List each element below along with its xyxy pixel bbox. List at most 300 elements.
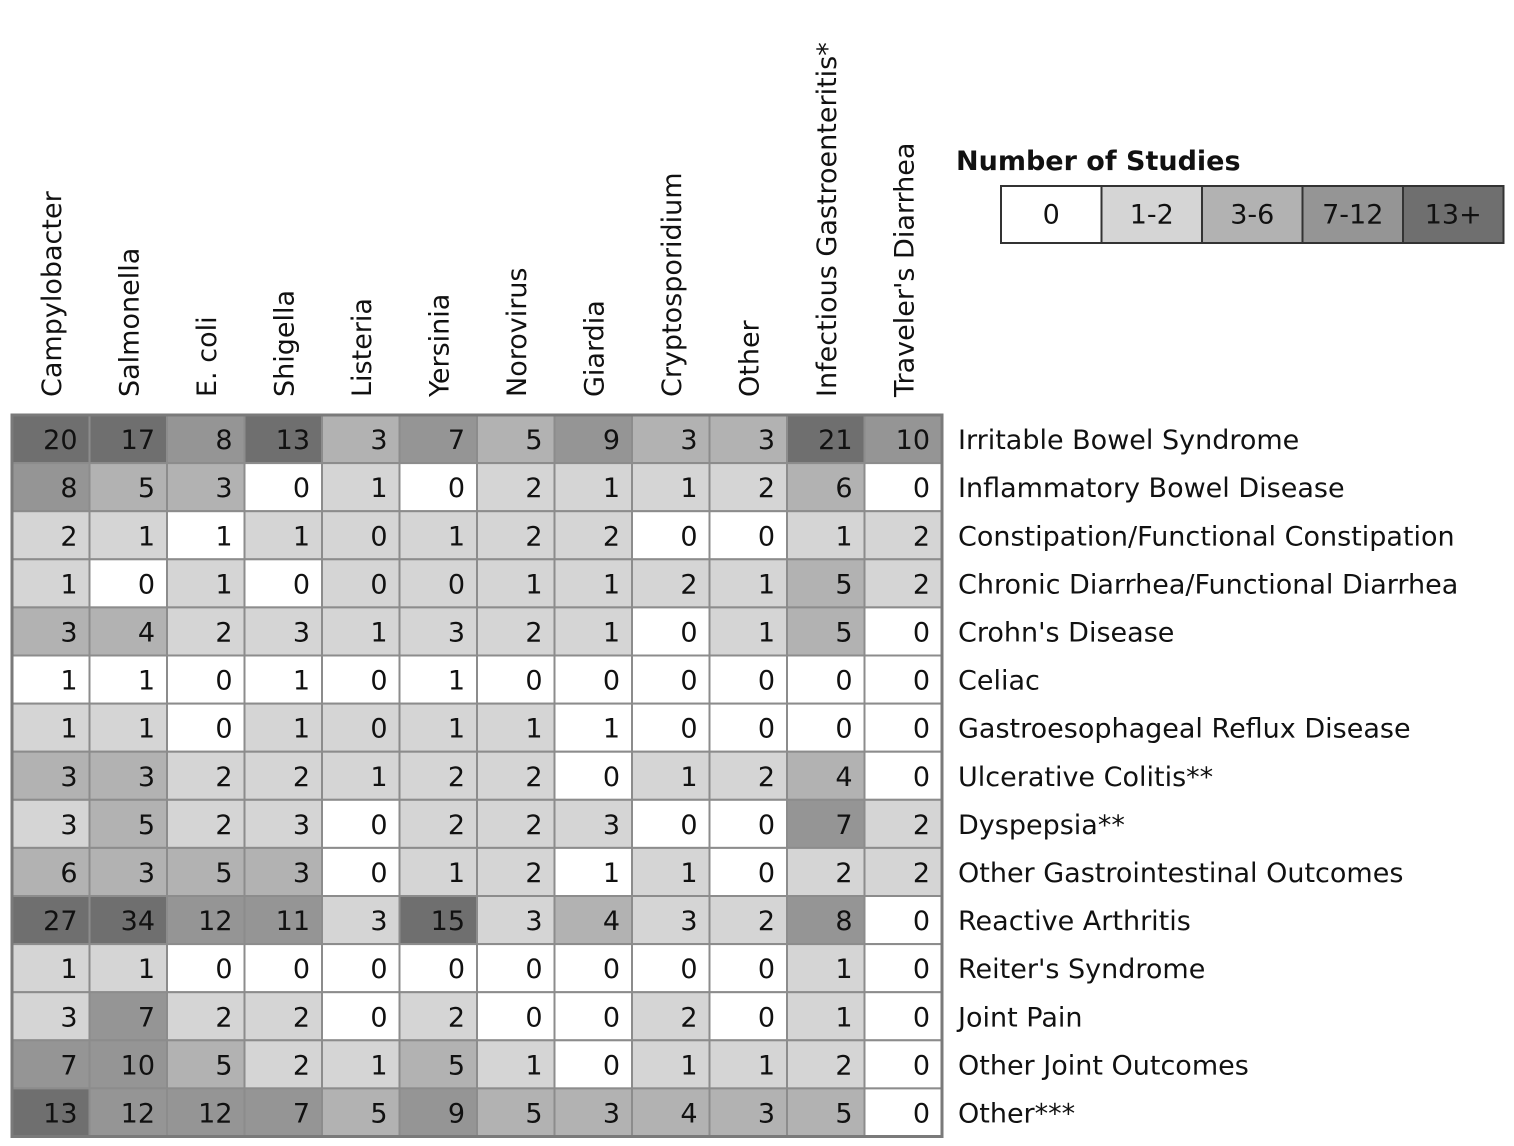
legend [956,146,1504,243]
heatmap-cell [245,463,323,511]
cell-value: 0 [370,809,388,841]
row-label: Dyspepsia** [958,809,1125,841]
cell-value: 2 [912,809,930,841]
cell-value: 0 [602,665,620,697]
heatmap-cell [477,511,555,559]
cell-value: 2 [292,761,310,793]
heatmap-cell [865,752,943,800]
heatmap-cell [632,1088,710,1136]
heatmap-cell [710,559,788,607]
heatmap-cell [632,848,710,896]
heatmap-cell [400,944,478,992]
cell-value: 27 [43,906,78,938]
heatmap-cell [632,704,710,752]
row-label: Gastroesophageal Reflux Disease [958,713,1411,745]
cell-value: 0 [525,1002,543,1034]
heatmap-cells [12,415,942,1137]
heatmap-cell [865,704,943,752]
cell-value: 1 [602,713,620,745]
heatmap-cell [400,992,478,1040]
cell-value: 5 [835,569,853,601]
heatmap-cell [555,752,633,800]
heatmap-cell [787,1088,865,1136]
heatmap-cell [90,848,168,896]
cell-value: 2 [215,1002,233,1034]
cell-value: 2 [525,617,543,649]
cell-value: 5 [835,617,853,649]
heatmap-cell [167,415,245,463]
cell-value: 5 [447,1050,465,1082]
legend-title: Number of Studies [956,146,1241,177]
heatmap-cell [167,607,245,655]
heatmap-cell [787,511,865,559]
cell-value: 2 [525,761,543,793]
heatmap-cell [167,848,245,896]
cell-value: 34 [120,906,155,938]
cell-value: 20 [43,425,78,457]
cell-value: 1 [370,1050,388,1082]
cell-value: 5 [525,425,543,457]
heatmap-cell [555,848,633,896]
cell-value: 1 [680,857,698,889]
heatmap-cell [245,656,323,704]
cell-value: 0 [602,1002,620,1034]
cell-value: 0 [447,954,465,986]
cell-value: 0 [447,473,465,505]
heatmap-cell [167,704,245,752]
cell-value: 0 [757,521,775,553]
cell-value: 2 [757,906,775,938]
row-labels [956,425,1458,1129]
heatmap-cell [710,704,788,752]
row-label: Reiter's Syndrome [958,954,1206,986]
heatmap-cell [632,800,710,848]
heatmap-cell [400,463,478,511]
cell-value: 4 [137,617,155,649]
heatmap-cell [787,896,865,944]
column-header: Shigella [269,289,301,397]
cell-value: 0 [525,954,543,986]
cell-value: 3 [757,1098,775,1130]
cell-value: 7 [447,425,465,457]
heatmap-cell [400,559,478,607]
cell-value: 0 [757,857,775,889]
cell-value: 0 [680,954,698,986]
heatmap-cell [632,463,710,511]
heatmap-cell [167,800,245,848]
row-label: Other Joint Outcomes [958,1050,1249,1082]
cell-value: 0 [912,617,930,649]
heatmap-cell [710,511,788,559]
heatmap-cell [787,1040,865,1088]
cell-value: 1 [757,1050,775,1082]
heatmap-cell [12,463,90,511]
column-header: Cryptosporidium [656,172,688,397]
heatmap-cell [12,511,90,559]
heatmap-cell [865,944,943,992]
heatmap-cell [787,944,865,992]
legend-label: 7-12 [1322,199,1384,231]
cell-value: 0 [912,713,930,745]
heatmap-cell [322,944,400,992]
cell-value: 0 [912,954,930,986]
cell-value: 0 [680,809,698,841]
cell-value: 5 [370,1098,388,1130]
cell-value: 1 [137,665,155,697]
cell-value: 2 [757,761,775,793]
heatmap-cell [400,800,478,848]
cell-value: 2 [447,761,465,793]
cell-value: 8 [835,906,853,938]
heatmap-cell [555,559,633,607]
cell-value: 2 [447,809,465,841]
heatmap-cell [477,415,555,463]
cell-value: 1 [447,713,465,745]
cell-value: 5 [835,1098,853,1130]
cell-value: 0 [912,473,930,505]
cell-value: 3 [60,809,78,841]
cell-value: 1 [137,954,155,986]
heatmap-cell [167,463,245,511]
cell-value: 3 [602,1098,620,1130]
cell-value: 1 [370,473,388,505]
cell-value: 0 [370,1002,388,1034]
heatmap-cell [400,607,478,655]
heatmap-cell [477,752,555,800]
heatmap-cell [90,607,168,655]
row-label: Inflammatory Bowel Disease [958,473,1345,505]
cell-value: 2 [292,1050,310,1082]
cell-value: 4 [680,1098,698,1130]
cell-value: 2 [680,1002,698,1034]
cell-value: 1 [680,1050,698,1082]
cell-value: 2 [757,473,775,505]
heatmap-cell [710,896,788,944]
heatmap-cell [710,944,788,992]
heatmap-cell [322,752,400,800]
heatmap-cell [555,656,633,704]
cell-value: 0 [757,809,775,841]
heatmap-cell [322,896,400,944]
cell-value: 1 [835,954,853,986]
cell-value: 0 [215,713,233,745]
heatmap-cell [322,704,400,752]
heatmap-cell [400,656,478,704]
cell-value: 2 [60,521,78,553]
cell-value: 1 [525,1050,543,1082]
cell-value: 1 [215,569,233,601]
cell-value: 2 [525,473,543,505]
heatmap-cell [90,704,168,752]
heatmap-cell [90,752,168,800]
heatmap-cell [400,752,478,800]
row-label: Crohn's Disease [958,617,1175,649]
cell-value: 7 [835,809,853,841]
heatmap-cell [245,800,323,848]
heatmap-cell [322,992,400,1040]
heatmap-cell [400,704,478,752]
cell-value: 3 [602,809,620,841]
heatmap-cell [555,1088,633,1136]
cell-value: 2 [525,521,543,553]
cell-value: 5 [525,1098,543,1130]
heatmap-cell [245,511,323,559]
cell-value: 0 [680,713,698,745]
cell-value: 2 [525,857,543,889]
cell-value: 8 [215,425,233,457]
heatmap-cell [555,607,633,655]
heatmap-cell [322,1088,400,1136]
heatmap-cell [787,559,865,607]
heatmap-cell [477,463,555,511]
legend-label: 3-6 [1230,199,1275,231]
cell-value: 0 [912,1098,930,1130]
heatmap-cell [710,1040,788,1088]
heatmap-cell [632,992,710,1040]
heatmap-cell [632,415,710,463]
cell-value: 1 [602,473,620,505]
column-header: Giardia [579,300,611,397]
cell-value: 3 [370,425,388,457]
cell-value: 1 [60,665,78,697]
cell-value: 0 [370,857,388,889]
heatmap-cell [710,848,788,896]
heatmap-cell [787,992,865,1040]
heatmap-cell [322,607,400,655]
cell-value: 0 [215,665,233,697]
heatmap-cell [787,800,865,848]
cell-value: 1 [292,713,310,745]
heatmap-cell [245,752,323,800]
heatmap-cell [90,992,168,1040]
cell-value: 4 [835,761,853,793]
heatmap-cell [12,704,90,752]
heatmap-cell [632,511,710,559]
cell-value: 5 [137,473,155,505]
cell-value: 0 [447,569,465,601]
row-label: Celiac [958,665,1040,697]
heatmap-cell [710,415,788,463]
cell-value: 0 [215,954,233,986]
cell-value: 1 [525,569,543,601]
heatmap-cell [245,992,323,1040]
heatmap-cell [477,607,555,655]
cell-value: 0 [912,906,930,938]
heatmap-cell [632,752,710,800]
heatmap-cell [167,656,245,704]
heatmap-cell [477,944,555,992]
heatmap-cell [167,992,245,1040]
cell-value: 17 [120,425,155,457]
heatmap-cell [90,656,168,704]
cell-value: 7 [137,1002,155,1034]
cell-value: 3 [680,425,698,457]
cell-value: 3 [292,809,310,841]
cell-value: 1 [757,569,775,601]
cell-value: 2 [912,569,930,601]
heatmap-cell [710,463,788,511]
cell-value: 3 [680,906,698,938]
heatmap-cell [865,848,943,896]
heatmap-cell [632,656,710,704]
cell-value: 1 [680,761,698,793]
cell-value: 3 [137,857,155,889]
cell-value: 0 [757,1002,775,1034]
cell-value: 1 [447,521,465,553]
heatmap-cell [245,944,323,992]
cell-value: 13 [275,425,310,457]
heatmap-cell [865,992,943,1040]
cell-value: 1 [602,569,620,601]
heatmap-cell [555,415,633,463]
heatmap-cell [90,944,168,992]
heatmap-cell [90,559,168,607]
cell-value: 0 [602,1050,620,1082]
cell-value: 1 [370,617,388,649]
heatmap-cell [865,1040,943,1088]
cell-value: 2 [912,521,930,553]
heatmap-cell [400,848,478,896]
cell-value: 1 [835,521,853,553]
heatmap-cell [477,559,555,607]
cell-value: 4 [602,906,620,938]
cell-value: 0 [292,954,310,986]
cell-value: 10 [120,1050,155,1082]
heatmap-cell [710,752,788,800]
cell-value: 0 [680,521,698,553]
heatmap-cell [12,1040,90,1088]
heatmap-cell [12,992,90,1040]
cell-value: 21 [818,425,853,457]
cell-value: 3 [292,617,310,649]
cell-value: 1 [137,521,155,553]
heatmap-cell [90,800,168,848]
cell-value: 3 [60,761,78,793]
heatmap-cell [787,752,865,800]
legend-label: 0 [1042,199,1060,231]
cell-value: 0 [680,665,698,697]
heatmap-cell [865,463,943,511]
heatmap-cell [555,704,633,752]
heatmap-cell [865,656,943,704]
heatmap-cell [865,1088,943,1136]
cell-value: 5 [137,809,155,841]
heatmap-cell [787,704,865,752]
cell-value: 1 [447,665,465,697]
heatmap-cell [322,463,400,511]
row-label: Other*** [958,1098,1076,1130]
cell-value: 2 [292,1002,310,1034]
heatmap-cell [710,607,788,655]
cell-value: 1 [60,569,78,601]
cell-value: 0 [292,473,310,505]
heatmap-cell [322,559,400,607]
heatmap-cell [787,656,865,704]
column-header: Traveler's Diarrhea [889,142,921,397]
cell-value: 1 [137,713,155,745]
cell-value: 0 [757,665,775,697]
heatmap-cell [90,511,168,559]
cell-value: 1 [292,665,310,697]
cell-value: 1 [602,857,620,889]
heatmap-cell [477,800,555,848]
cell-value: 0 [370,954,388,986]
cell-value: 1 [680,473,698,505]
cell-value: 9 [447,1098,465,1130]
heatmap-cell [12,752,90,800]
heatmap-cell [167,1040,245,1088]
heatmap-cell [710,656,788,704]
cell-value: 9 [602,425,620,457]
cell-value: 2 [215,761,233,793]
cell-value: 12 [198,906,233,938]
heatmap-cell [90,463,168,511]
cell-value: 0 [912,1050,930,1082]
column-header: Salmonella [114,247,146,397]
cell-value: 13 [43,1098,78,1130]
column-header: Listeria [346,298,378,397]
column-headers [37,42,921,398]
cell-value: 2 [680,569,698,601]
cell-value: 0 [370,521,388,553]
cell-value: 0 [835,665,853,697]
cell-value: 2 [602,521,620,553]
heatmap-cell [167,944,245,992]
heatmap-cell [322,848,400,896]
cell-value: 0 [137,569,155,601]
heatmap-cell [555,800,633,848]
heatmap-cell [632,944,710,992]
cell-value: 3 [525,906,543,938]
heatmap-cell [245,559,323,607]
cell-value: 1 [447,857,465,889]
heatmap-cell [632,896,710,944]
heatmap-cell [245,704,323,752]
heatmap-cell [787,607,865,655]
cell-value: 3 [370,906,388,938]
heatmap-cell [555,463,633,511]
cell-value: 15 [430,906,465,938]
heatmap-cell [555,1040,633,1088]
legend-label: 13+ [1424,199,1482,231]
cell-value: 0 [292,569,310,601]
cell-value: 3 [757,425,775,457]
heatmap-cell [12,559,90,607]
cell-value: 5 [215,857,233,889]
cell-value: 2 [835,1050,853,1082]
heatmap-cell [12,848,90,896]
heatmap-cell [477,896,555,944]
heatmap-cell [322,415,400,463]
row-label: Reactive Arthritis [958,906,1191,938]
heatmap-cell [477,656,555,704]
cell-value: 0 [757,954,775,986]
cell-value: 3 [60,1002,78,1034]
heatmap-cell [477,992,555,1040]
heatmap-cell [400,415,478,463]
cell-value: 2 [215,617,233,649]
heatmap-cell [167,752,245,800]
column-header: Infectious Gastroenteritis* [811,42,843,397]
heatmap-cell [865,559,943,607]
heatmap-cell [400,511,478,559]
cell-value: 0 [370,569,388,601]
column-header: Other [734,320,766,397]
heatmap-cell [322,656,400,704]
row-label: Constipation/Functional Constipation [958,521,1455,553]
cell-value: 0 [602,954,620,986]
heatmap-cell [245,607,323,655]
